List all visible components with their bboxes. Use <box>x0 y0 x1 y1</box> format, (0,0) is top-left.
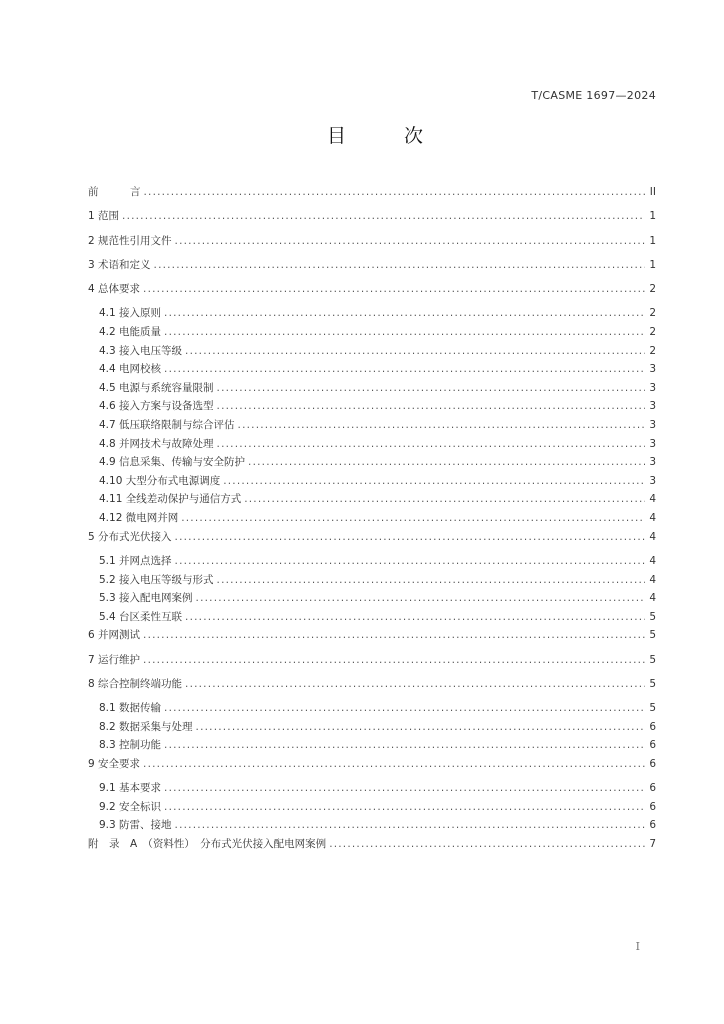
toc-entry[interactable] <box>88 799 656 818</box>
toc-entry-label: 4.6 接入方案与设备选型 <box>99 400 214 413</box>
toc-entry-page: 3 <box>649 437 656 450</box>
toc-entry[interactable] <box>88 780 656 799</box>
toc-leader-dots <box>185 678 645 690</box>
toc-entry[interactable] <box>88 627 656 651</box>
toc-leader-dots <box>175 819 645 831</box>
toc-entry-page: 2 <box>649 307 656 320</box>
toc-entry[interactable] <box>88 324 656 343</box>
toc-leader-dots <box>185 611 645 623</box>
toc-entry-label: 4.5 电源与系统容量限制 <box>99 381 214 394</box>
toc-entry-label: 8.2 数据采集与处理 <box>99 720 193 733</box>
toc-leader-dots <box>143 629 645 641</box>
toc-entry-page: 5 <box>649 702 656 715</box>
toc-entry[interactable] <box>88 652 656 676</box>
toc-entry-page: 6 <box>649 800 656 813</box>
toc-leader-dots <box>196 592 645 604</box>
toc-entry-label: 4.2 电能质量 <box>99 326 162 339</box>
toc-entry-label: 5.1 并网点选择 <box>99 554 172 567</box>
toc-entry-page: 6 <box>649 819 656 832</box>
toc-entry[interactable] <box>88 361 656 380</box>
toc-entry-label: 5.3 接入配电网案例 <box>99 592 193 605</box>
toc-entry-label: 5 分布式光伏接入 <box>88 530 172 543</box>
toc-leader-dots <box>196 721 645 733</box>
table-of-contents <box>88 184 656 860</box>
toc-entry-label: 9 安全要求 <box>88 757 141 770</box>
toc-entry-label: 8.3 控制功能 <box>99 739 162 752</box>
toc-entry-label: 8 综合控制终端功能 <box>88 677 183 690</box>
toc-entry-label: 1 范围 <box>88 210 120 223</box>
toc-entry-label: 4.1 接入原则 <box>99 307 162 320</box>
toc-leader-dots <box>223 475 645 487</box>
toc-entry-page: 7 <box>649 838 656 851</box>
toc-entry-page: 2 <box>649 344 656 357</box>
toc-entry-label: 4.11 全线差动保护与通信方式 <box>99 493 242 506</box>
toc-leader-dots <box>164 801 645 813</box>
toc-entry[interactable] <box>88 510 656 529</box>
toc-entry-label: 6 并网测试 <box>88 629 141 642</box>
toc-entry-page: 4 <box>649 493 656 506</box>
toc-entry-page: 3 <box>649 456 656 469</box>
toc-entry-label: 9.3 防雷、接地 <box>99 819 172 832</box>
toc-entry-label: 4 总体要求 <box>88 283 141 296</box>
toc-entry-page: 5 <box>649 610 656 623</box>
toc-entry-label: 4.12 微电网并网 <box>99 512 179 525</box>
toc-entry-page: 4 <box>649 554 656 567</box>
toc-entry-page: 4 <box>649 592 656 605</box>
toc-entry[interactable] <box>88 836 656 860</box>
toc-leader-dots <box>181 512 645 524</box>
toc-entry-label: 5.2 接入电压等级与形式 <box>99 573 214 586</box>
toc-leader-dots <box>185 345 645 357</box>
toc-entry[interactable] <box>88 817 656 836</box>
toc-entry-page: 5 <box>649 653 656 666</box>
toc-entry-page: 1 <box>649 234 656 247</box>
toc-leader-dots <box>217 574 645 586</box>
toc-leader-dots <box>164 363 645 375</box>
toc-entry[interactable] <box>88 529 656 553</box>
toc-leader-dots <box>154 259 645 271</box>
toc-leader-dots <box>248 456 645 468</box>
toc-entry-label: 8.1 数据传输 <box>99 702 162 715</box>
toc-entry[interactable] <box>88 572 656 591</box>
toc-entry[interactable] <box>88 233 656 257</box>
toc-entry-page: 2 <box>649 326 656 339</box>
toc-entry[interactable] <box>88 305 656 324</box>
toc-entry[interactable] <box>88 208 656 232</box>
toc-entry-label: 4.8 并网技术与故障处理 <box>99 437 214 450</box>
toc-entry-page: 4 <box>649 512 656 525</box>
toc-leader-dots <box>175 531 645 543</box>
toc-entry[interactable] <box>88 398 656 417</box>
toc-leader-dots <box>329 838 645 850</box>
toc-entry[interactable] <box>88 553 656 572</box>
toc-entry-label: 4.9 信息采集、传输与安全防护 <box>99 456 246 469</box>
toc-leader-dots <box>164 307 645 319</box>
toc-entry-label: 4.3 接入电压等级 <box>99 344 183 357</box>
toc-entry-page: II <box>649 186 656 198</box>
toc-leader-dots <box>143 283 645 295</box>
toc-entry-label: 4.4 电网校核 <box>99 363 162 376</box>
toc-entry-label: 4.10 大型分布式电源调度 <box>99 474 221 487</box>
toc-entry-label: 9.2 安全标识 <box>99 800 162 813</box>
toc-entry-label: 3 术语和定义 <box>88 258 151 271</box>
toc-leader-dots <box>143 654 645 666</box>
toc-entry[interactable] <box>88 590 656 609</box>
toc-entry-label: 9.1 基本要求 <box>99 782 162 795</box>
toc-leader-dots <box>217 438 645 450</box>
toc-entry-page: 6 <box>649 720 656 733</box>
toc-entry-page: 3 <box>649 381 656 394</box>
toc-entry-page: 3 <box>649 400 656 413</box>
toc-entry[interactable] <box>88 454 656 473</box>
toc-leader-dots <box>144 186 646 198</box>
toc-entry[interactable] <box>88 737 656 756</box>
toc-entry-page: 6 <box>649 757 656 770</box>
toc-entry-page: 1 <box>649 210 656 223</box>
toc-entry-page: 2 <box>649 283 656 296</box>
toc-leader-dots <box>175 555 645 567</box>
toc-leader-dots <box>164 702 645 714</box>
toc-entry-label: 4.7 低压联络限制与综合评估 <box>99 419 235 432</box>
toc-entry[interactable] <box>88 436 656 455</box>
toc-leader-dots <box>164 739 645 751</box>
toc-leader-dots <box>175 235 645 247</box>
toc-leader-dots <box>217 382 645 394</box>
toc-leader-dots <box>217 400 645 412</box>
toc-leader-dots <box>164 782 645 794</box>
toc-leader-dots <box>238 419 645 431</box>
toc-leader-dots <box>122 210 645 222</box>
toc-entry-page: 5 <box>649 677 656 690</box>
document-code: T/CASME 1697—2024 <box>531 89 656 102</box>
toc-entry-page: 3 <box>649 474 656 487</box>
toc-entry[interactable] <box>88 719 656 738</box>
page-number: I <box>635 940 640 953</box>
toc-entry-label: 5.4 台区柔性互联 <box>99 610 183 623</box>
toc-entry[interactable] <box>88 184 656 208</box>
toc-entry[interactable] <box>88 281 656 305</box>
toc-entry[interactable] <box>88 343 656 362</box>
page-title: 目 次 <box>326 125 450 147</box>
toc-entry[interactable] <box>88 473 656 492</box>
toc-entry[interactable] <box>88 609 656 628</box>
toc-entry-page: 1 <box>649 258 656 271</box>
toc-entry[interactable] <box>88 257 656 281</box>
toc-entry-page: 4 <box>649 530 656 543</box>
toc-leader-dots <box>164 326 645 338</box>
toc-entry-page: 4 <box>649 573 656 586</box>
toc-entry[interactable] <box>88 676 656 700</box>
toc-entry-page: 3 <box>649 419 656 432</box>
toc-entry[interactable] <box>88 700 656 719</box>
toc-leader-dots <box>143 758 645 770</box>
toc-entry-page: 3 <box>649 363 656 376</box>
toc-entry[interactable] <box>88 380 656 399</box>
toc-entry[interactable] <box>88 491 656 510</box>
toc-entry-page: 6 <box>649 782 656 795</box>
toc-entry[interactable] <box>88 417 656 436</box>
toc-entry-page: 6 <box>649 739 656 752</box>
toc-entry-label: 2 规范性引用文件 <box>88 234 172 247</box>
toc-leader-dots <box>244 493 645 505</box>
toc-entry-label: 7 运行维护 <box>88 653 141 666</box>
toc-entry-page: 5 <box>649 629 656 642</box>
toc-entry[interactable] <box>88 756 656 780</box>
toc-entry-label: 附 录 A （资料性） 分布式光伏接入配电网案例 <box>88 838 327 851</box>
toc-entry-label: 前 言 <box>88 186 141 198</box>
